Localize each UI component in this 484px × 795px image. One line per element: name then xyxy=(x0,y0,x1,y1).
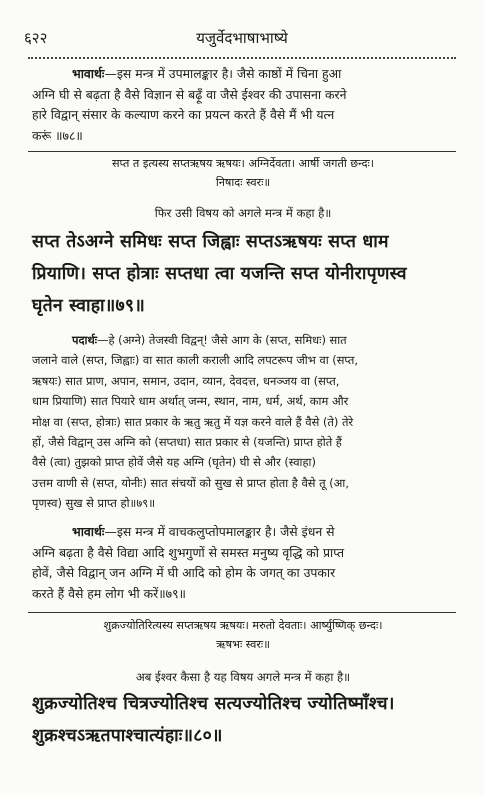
section-divider xyxy=(28,151,456,152)
mantra-line: सप्त तेऽअग्ने समिधः सप्त जिह्वाः सप्तऽऋषयः सप्त धाम xyxy=(32,232,389,252)
text-line: ऋषयः) सात प्राण, अपान, समान, उदान, व्यान, देवदत्त, धनञ्जय वा (सप्त, xyxy=(32,373,340,388)
mantra-intro-80: अब ईश्वर कैसा है यह विषय अगले मन्त्र में कहा है॥ xyxy=(135,670,351,684)
meta-line: निषादः स्वरः॥ xyxy=(215,176,271,189)
mantra-79 xyxy=(32,226,454,322)
header-divider xyxy=(28,57,456,59)
text-line: मोक्ष वा (सप्त, होत्राः) सात प्रकार के ऋतु ऋतु में यज्ञ करने वाले हैं वैसे (ते) तेरे xyxy=(32,414,354,429)
mantra-line: घृतेन स्वाहा॥७९॥ xyxy=(32,296,145,316)
meta-line: शुक्रज्योतिरित्यस्य सप्तऋषय ऋषयः। मरुतो देवताः। आर्ष्युष्णिक् छन्दः। xyxy=(103,619,383,632)
mantra-80 xyxy=(32,688,454,752)
padartha-79 xyxy=(32,330,454,514)
text-line: अग्नि बढ़ता है वैसे विद्या आदि शुभगुणों से समस्त मनुष्य वृद्धि को प्राप्त xyxy=(32,544,345,560)
mantra-line: शुक्रश्चऽऋतपाश्चात्यंहाः॥८०॥ xyxy=(32,726,223,746)
page-number: ६२२ xyxy=(24,29,48,47)
text-line: होवें, जैसे विद्वान् जन अग्नि में घी आदि को होम के जगत् का उपकार xyxy=(32,565,336,581)
text-line: धाम प्रियाणि) सात पियारे धाम अर्थात् जन्म, स्थान, नाम, धर्म, अर्थ, काम और xyxy=(32,394,349,409)
text-line: करूं ॥७८॥ xyxy=(32,127,83,143)
mantra-meta-79 xyxy=(32,154,454,192)
text-line: हों, जैसे विद्वान् उस अग्नि को (सप्तधा) सात प्रकार से (यजन्ति) प्राप्त होते हैं xyxy=(32,435,342,450)
mantra-intro-79: फिर उसी विषय को अगले मन्त्र में कहा है॥ xyxy=(154,206,332,220)
text-line: हारे विद्वान् संसार के कल्याण करने का प्रयत्न करते हैं वैसे मैं भी यत्न xyxy=(32,107,335,123)
bhavartha-78 xyxy=(32,64,454,146)
text-line: —इस मन्त्र में वाचकलुप्तोपमालङ्कार है। जैसे इंधन से xyxy=(104,524,335,539)
bhavartha-label: भावार्थः xyxy=(72,66,105,81)
bhavartha-79 xyxy=(32,522,454,604)
mantra-line: प्रियाणि। सप्त होत्राः सप्तधा त्वा यजन्ति सप्त योनीरापृणस्व xyxy=(32,264,407,284)
text-line: जलाने वाले (सप्त, जिह्वाः) वा सात काली कराली आदि लपटरूप जीभ वा (सप्त, xyxy=(32,353,359,368)
text-line: वैसे (त्वा) तुझको प्राप्त होवें जैसे यह अग्नि (घृतेन) घी से और (स्वाहा) xyxy=(32,455,316,470)
mantra-meta-80 xyxy=(32,616,454,654)
page-header xyxy=(20,26,464,50)
bhavartha-label: भावार्थः xyxy=(72,524,105,539)
text-line: पृणस्व) सुख से प्राप्त हो॥७९॥ xyxy=(32,496,156,511)
text-line: उत्तम वाणी से (सप्त, योनीः) सात संचयों को सुख से प्राप्त होता है वैसे तू (आ, xyxy=(32,475,349,490)
text-line: करते हैं वैसे हम लोग भी करें॥७९॥ xyxy=(32,585,186,601)
mantra-line: शुक्रज्योतिश्च चित्रज्योतिश्च सत्यज्योतिश्च ज्योतिष्माँश्च। xyxy=(32,694,395,714)
section-divider xyxy=(28,612,456,613)
text-line: —इस मन्त्र में उपमालङ्कार है। जैसे काष्ठों में चिना हुआ xyxy=(104,66,342,81)
meta-line: ऋषभः स्वरः॥ xyxy=(216,638,270,651)
text-line: अग्नि घी से बढ़ता है वैसे विज्ञान से बढ़ूँ वा जैसे ईश्वर की उपासना करने xyxy=(32,86,347,102)
padartha-label: पदार्थः xyxy=(72,333,98,347)
page-title: यजुर्वेदभाषाभाष्ये xyxy=(196,29,288,47)
text-line: —हे (अग्ने) तेजस्वी विद्वन्! जैसे आग के (सप्त, समिधः) सात xyxy=(97,333,347,347)
meta-line: सप्त त इत्यस्य सप्तऋषय ऋषयः। अग्निर्देवता। आर्षी जगती छन्दः। xyxy=(111,157,375,170)
